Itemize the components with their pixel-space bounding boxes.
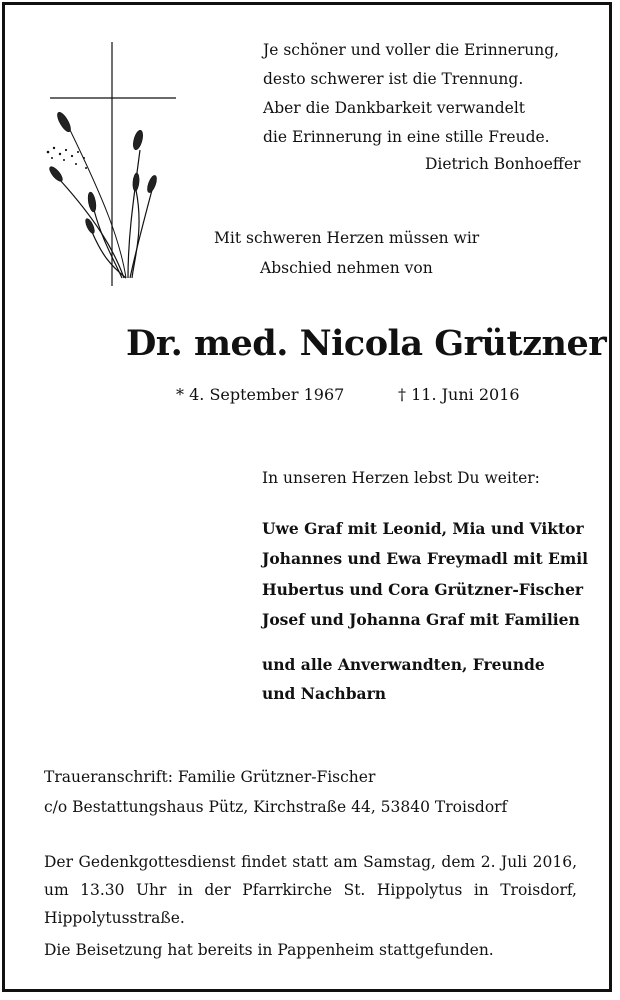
quote-line: die Erinnerung in eine stille Freude. [263, 128, 550, 146]
death-date: † 11. Juni 2016 [398, 385, 520, 404]
service-line-2: um 13.30 Uhr in der Pfarrkirche St. Hippolytus in Troisdorf, [44, 881, 577, 899]
deceased-name: Dr. med. Nicola Grützner [126, 323, 607, 364]
intro-text [214, 223, 479, 283]
quote-author: Dietrich Bonhoeffer [425, 155, 581, 173]
quote-line: Aber die Dankbarkeit verwandelt [263, 99, 526, 117]
bonhoeffer-quote [263, 36, 559, 152]
burial-note: Die Beisetzung hat bereits in Pappenheim stattgefunden. [44, 941, 494, 959]
intro-line-2: Abschied nehmen von [260, 259, 433, 277]
relatives-text [262, 650, 545, 708]
relatives-line-1: und alle Anverwandten, Freunde [262, 655, 545, 674]
mourning-address [44, 762, 507, 822]
relatives-line-2: und Nachbarn [262, 684, 387, 703]
birth-date: * 4. September 1967 [176, 385, 345, 404]
family-line: Johannes und Ewa Freymadl mit Emil [262, 549, 589, 569]
family-line: Uwe Graf mit Leonid, Mia und Viktor [262, 519, 584, 538]
memorial-service-text [44, 848, 577, 932]
address-line-2: c/o Bestattungshaus Pütz, Kirchstraße 44, 53840 Troisdorf [44, 798, 508, 816]
quote-line: Je schöner und voller die Erinnerung, [263, 41, 560, 59]
address-line-1: Traueranschrift: Familie Grützner-Fischer [44, 768, 376, 786]
intro-line-1: Mit schweren Herzen müssen wir [214, 229, 480, 247]
family-list [262, 514, 588, 635]
family-line: Hubertus und Cora Grützner-Fischer [262, 579, 584, 599]
mourners-heading: In unseren Herzen lebst Du weiter: [262, 469, 540, 487]
service-line-3: Hippolytusstraße. [44, 909, 185, 927]
quote-line: desto schwerer ist die Trennung. [263, 70, 524, 88]
cross-with-wheat-icon [40, 40, 180, 288]
family-line: Josef und Johanna Graf mit Familien [262, 609, 580, 629]
service-line-1: Der Gedenkgottesdienst findet statt am Samstag, dem 2. Juli 2016, [44, 853, 577, 871]
